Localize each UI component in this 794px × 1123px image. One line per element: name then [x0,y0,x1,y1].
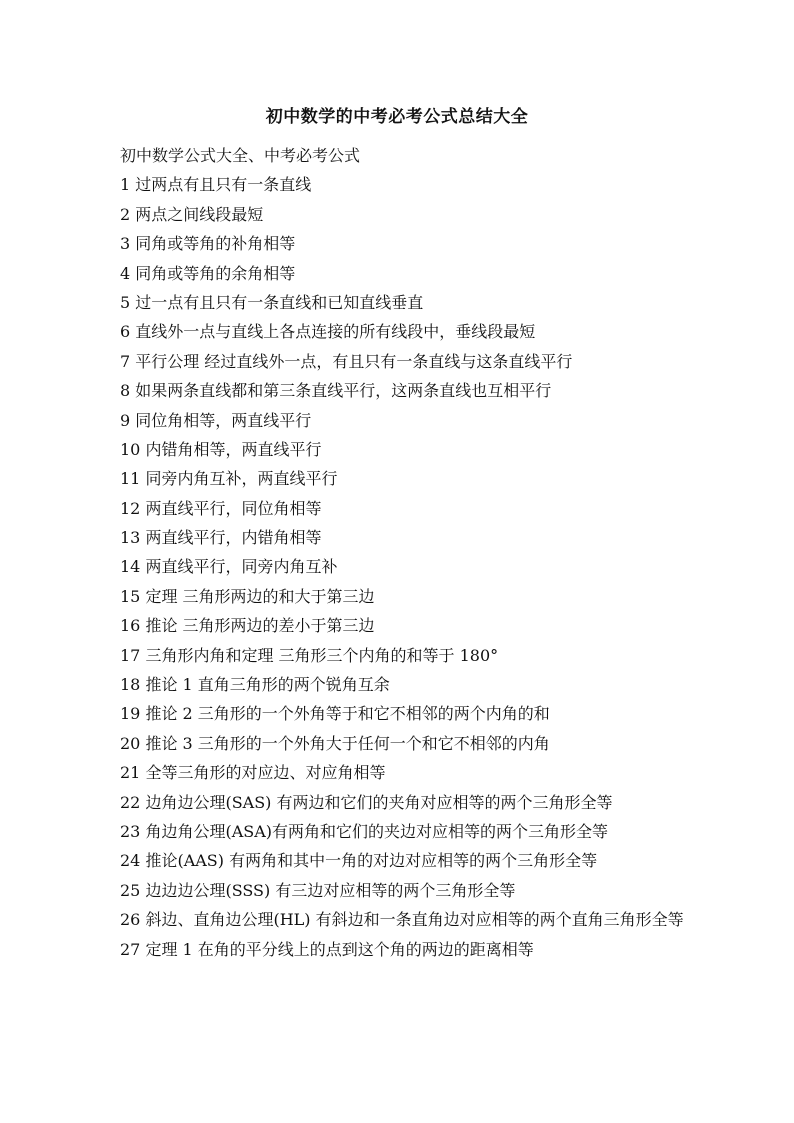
formula-item-19: 19 推论 2 三角形的一个外角等于和它不相邻的两个内角的和 [120,704,550,724]
document-subtitle: 初中数学公式大全、中考必考公式 [120,146,361,165]
formula-item-12: 12 两直线平行，同位角相等 [120,498,322,518]
formula-item-7: 7 平行公理 经过直线外一点，有且只有一条直线与这条直线平行 [120,351,573,371]
formula-item-24: 24 推论(AAS) 有两角和其中一角的对边对应相等的两个三角形全等 [120,851,598,871]
document-body [120,141,685,964]
formula-item-26: 26 斜边、直角边公理(HL) 有斜边和一条直角边对应相等的两个直角三角形全等 [120,910,684,930]
formula-item-16: 16 推论 三角形两边的差小于第三边 [120,616,375,636]
formula-item-20: 20 推论 3 三角形的一个外角大于任何一个和它不相邻的内角 [120,733,550,753]
formula-item-1: 1 过两点有且只有一条直线 [120,175,312,195]
formula-item-13: 13 两直线平行，内错角相等 [120,528,322,548]
formula-item-25: 25 边边边公理(SSS) 有三边对应相等的两个三角形全等 [120,880,516,900]
formula-item-4: 4 同角或等角的余角相等 [120,263,296,283]
formula-item-3: 3 同角或等角的补角相等 [120,234,296,254]
formula-item-21: 21 全等三角形的对应边、对应角相等 [120,763,386,783]
formula-item-10: 10 内错角相等，两直线平行 [120,439,322,459]
formula-item-17: 17 三角形内角和定理 三角形三个内角的和等于 180° [120,645,499,665]
formula-item-2: 2 两点之间线段最短 [120,204,264,224]
formula-item-6: 6 直线外一点与直线上各点连接的所有线段中，垂线段最短 [120,322,536,342]
formula-item-5: 5 过一点有且只有一条直线和已知直线垂直 [120,292,424,312]
formula-item-18: 18 推论 1 直角三角形的两个锐角互余 [120,675,390,695]
document-title: 初中数学的中考必考公式总结大全 [265,107,529,127]
formula-item-11: 11 同旁内角互补，两直线平行 [120,469,338,489]
formula-item-9: 9 同位角相等，两直线平行 [120,410,312,430]
formula-item-22: 22 边角边公理(SAS) 有两边和它们的夹角对应相等的两个三角形全等 [120,792,613,812]
formula-item-8: 8 如果两条直线都和第三条直线平行，这两条直线也互相平行 [120,381,552,401]
formula-item-14: 14 两直线平行，同旁内角互补 [120,557,338,577]
formula-item-15: 15 定理 三角形两边的和大于第三边 [120,586,375,606]
formula-item-27: 27 定理 1 在角的平分线上的点到这个角的两边的距离相等 [120,939,534,959]
formula-item-23: 23 角边角公理(ASA)有两角和它们的夹边对应相等的两个三角形全等 [120,822,609,841]
